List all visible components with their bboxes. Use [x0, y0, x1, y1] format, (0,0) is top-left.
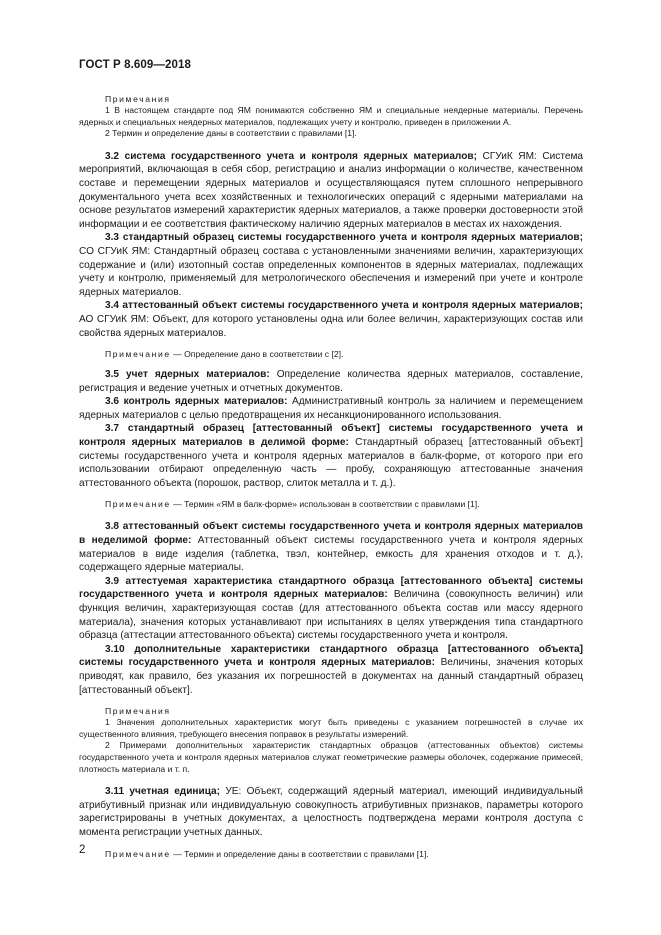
definition-text: УЕ: Объект, содержащий ядерный материал, имеющий индивидуальный атрибутивный признак или индивидуальную совокупность атрибутивных признаков, параметры которого зарегистрированы в учетных документах, а целостность подтверждена мерами контроля доступа с момента регистрации учетных данных.: [79, 786, 583, 838]
note-item: 2 Термин и определение даны в соответствии с правилами [1].: [105, 128, 357, 139]
term: 3.6 контроль ядерных материалов:: [105, 396, 288, 408]
definition-3-3: [79, 231, 583, 299]
definition-text: АО СГУиК ЯМ: Объект, для которого установлены одна или более величин, характеризующих состав или свойства ядерных материалов.: [79, 313, 583, 339]
note-text: — Термин «ЯМ в балк-форме» использован в соответствии с правилами [1].: [170, 499, 480, 510]
note-label: Примечание: [105, 499, 171, 510]
notes-title: Примечания: [105, 706, 171, 717]
definition-3-4: [79, 299, 583, 340]
definition-text: Аттестованный объект системы государственного учета и контроля ядерных материалов в виде изделия (таблетка, твэл, контейнер, емкость для хранения отходов и т. д.), содержащего ядерные материалы.: [79, 535, 583, 574]
note-item: 2 Примерами дополнительных характеристик стандартных образцов (аттестованных объектов) системы государственного учета и контроля ядерных материалов служат геометрические размеры оболочек, содержание примесей, плотность материала и т. п.: [79, 740, 583, 774]
term: 3.10 дополнительные характеристики стандартного образца [аттестованного объекта] системы государственного учета и контроля ядерных материалов:: [79, 643, 583, 669]
note-label: Примечание: [105, 349, 171, 360]
notes-title: Примечания: [105, 94, 171, 104]
definition-text: СО СГУиК ЯМ: Стандартный образец состава с установленными значениями величин, характеризующих содержание и (или) изотопный состав определенных компонентов в ядерных материалах, подлежащих учету и контролю, применяемый для метрологического обеспечения и измерений при учете и контроле ядерных материалов.: [79, 245, 583, 298]
document-header: ГОСТ Р 8.609—2018: [79, 59, 191, 71]
note-inline: [79, 848, 583, 860]
definition-3-8: [79, 520, 583, 574]
definition-3-6: [79, 395, 583, 422]
definition-3-2: [79, 150, 583, 232]
definition-text: СГУиК ЯМ: Система мероприятий, включающая в себя сбор, регистрацию и анализ информации о количестве, качественном составе и перемещении ядерных материалов и осуществляющаяся путем сплошного непрерывного документального учета всех хозяйственных и технологических операций с ядерными материалами на основе результатов измерений характеристик ядерных материалов, а также проверки достоверности этой информации и ее соответствия фактическому наличию ядерных материалов в местах их нахождения.: [79, 150, 583, 230]
note-inline: [79, 348, 583, 360]
term: 3.2 система государственного учета и контроля ядерных материалов;: [105, 150, 477, 162]
note-item: 1 Значения дополнительных характеристик могут быть приведены с указанием погрешностей в случае их существенного влияния, требующего внесения поправок в результаты измерений.: [79, 717, 583, 739]
definition-text: Административный контроль за наличием и перемещением ядерных материалов с целью предотвращения их несанкционированного использования.: [79, 396, 583, 421]
definition-text: Стандартный образец [аттестованный объект] системы государственного учета и контроля ядерных материалов в балк-форме, от которого при его использовании отбирают определенную часть — пробу, сохраняющую аттестованные значения аттестованного объекта (порошок, раствор, слиток металла и т. д.).: [79, 437, 583, 489]
notes-block-2: [79, 705, 583, 775]
notes-block-1: [79, 93, 583, 140]
term: 3.9 аттестуемая характеристика стандартного образца [аттестованного объекта] системы государственного учета и контроля ядерных материалов:: [79, 575, 583, 601]
definition-3-5: [79, 368, 583, 395]
term: 3.7 стандартный образец [аттестованный объект] системы государственного учета и контроля ядерных материалов в делимой форме:: [79, 423, 583, 449]
note-text: — Определение дано в соответствии с [2].: [170, 349, 344, 360]
note-inline: [79, 498, 583, 510]
document-body: [79, 93, 583, 860]
term: 3.8 аттестованный объект системы государственного учета и контроля ядерных материалов в неделимой форме:: [79, 521, 583, 547]
term: 3.3 стандартный образец системы государственного учета и контроля ядерных материалов;: [105, 232, 583, 244]
note-label: Примечание: [105, 848, 171, 859]
term: 3.11 учетная единица;: [105, 786, 221, 798]
definition-text: Определение количества ядерных материалов, составление, регистрация и ведение учетных и отчетных документов.: [79, 369, 584, 394]
page-number: 2: [79, 844, 86, 856]
definition-3-11: [79, 785, 583, 839]
note-item: 1 В настоящем стандарте под ЯМ понимаются собственно ЯМ и специальные неядерные материалы. Перечень ядерных и специальных неядерных материалов, подлежащих учету и контролю, приведен в приложении А.: [79, 105, 583, 127]
definition-3-10: [79, 643, 583, 697]
definition-3-7: [79, 422, 583, 490]
definition-text: Величины, значения которых приводят, как правило, без указания их погрешностей в документах на данный стандартный образец [аттестованный объект].: [79, 657, 583, 696]
term: 3.5 учет ядерных материалов:: [105, 369, 270, 381]
definition-3-9: [79, 575, 583, 643]
note-text: — Термин и определение даны в соответствии с правилами [1].: [170, 848, 429, 859]
definition-text: Величина (совокупность величин) или функция величин, характеризующая состав (для аттестованного объекта состав или массу ядерного материала), значения которых устанавливают при испытаниях в целях утверждения типа стандартного образца (аттестации аттестованного объекта) системы государственного учета и контроля.: [79, 589, 583, 642]
term: 3.4 аттестованный объект системы государственного учета и контроля ядерных материалов;: [105, 300, 583, 312]
